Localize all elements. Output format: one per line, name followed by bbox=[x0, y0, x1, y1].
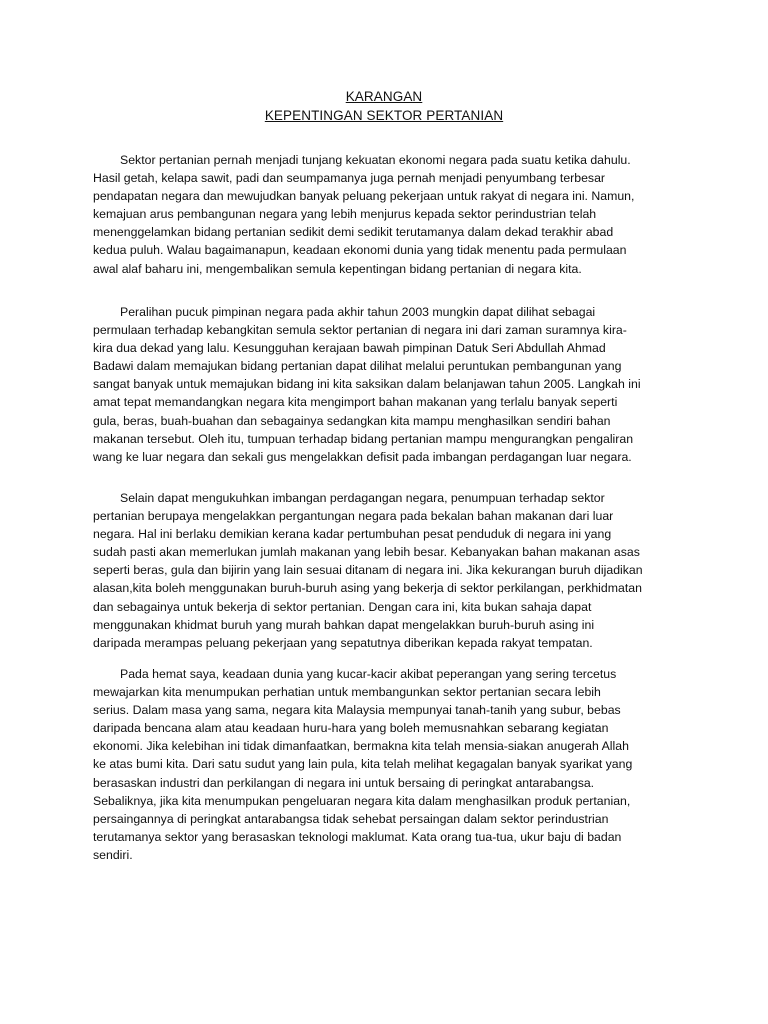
paragraph-line: alasan,kita boleh menggunakan buruh-buruh asing yang bekerja di sektor perkilangan, perkhidmatan bbox=[93, 581, 642, 596]
paragraph-line: daripada bencana alam atau keadaan huru-hara yang boleh memusnahkan sebarang kegiatan bbox=[93, 721, 609, 736]
paragraph-line: Hasil getah, kelapa sawit, padi dan seumpamanya juga pernah menjadi penyumbang terbesar bbox=[93, 171, 606, 186]
paragraph-line: menggunakan khidmat buruh yang murah bahkan dapat mengelakkan buruh-buruh asing ini bbox=[93, 617, 595, 632]
paragraph-line: permulaan terhadap kebangkitan semula sektor pertanian di negara ini dari zaman suramnya kira- bbox=[93, 323, 627, 338]
paragraph-line: awal alaf baharu ini, mengembalikan semula kepentingan bidang pertanian di negara kita. bbox=[93, 261, 582, 276]
paragraph-line: wang ke luar negara dan sekali gus mengelakkan defisit pada imbangan perdagangan luar negara. bbox=[93, 449, 632, 464]
paragraph-4 bbox=[93, 665, 678, 864]
paragraph-line: pendapatan negara dan mewujudkan banyak peluang pekerjaan untuk rakyat di negara ini. Namun, bbox=[93, 189, 635, 204]
paragraph-line: sudah pasti akan memerlukan jumlah makanan yang lebih besar. Kebanyakan bahan makanan asas bbox=[93, 545, 640, 560]
paragraph-line: serius. Dalam masa yang sama, negara kita Malaysia mempunyai tanah-tanih yang subur, bebas bbox=[93, 703, 621, 718]
paragraph-line: Sektor pertanian pernah menjadi tunjang kekuatan ekonomi negara pada suatu ketika dahulu. bbox=[120, 153, 631, 167]
paragraph-line: terutamanya sektor yang berasaskan teknologi maklumat. Kata orang tua-tua, ukur baju di badan bbox=[93, 829, 622, 844]
paragraph-line: berasaskan industri dan perkilangan di negara ini untuk bersaing di peringkat antarabangsa. bbox=[93, 775, 595, 790]
paragraph-line: sendiri. bbox=[93, 847, 133, 862]
paragraph-3 bbox=[93, 489, 678, 652]
paragraph-line: ekonomi. Jika kelebihan ini tidak dimanfaatkan, bermakna kita telah mensia-siakan anugerah Allah bbox=[93, 739, 629, 754]
paragraph-line: kira dua dekad yang lalu. Kesungguhan kerajaan bawah pimpinan Datuk Seri Abdullah Ahmad bbox=[93, 341, 606, 356]
paragraph-line: persaingannya di peringkat antarabangsa tidak sehebat persaingan dalam sektor perindustrian bbox=[93, 811, 609, 826]
paragraph-line: Peralihan pucuk pimpinan negara pada akhir tahun 2003 mungkin dapat dilihat sebagai bbox=[120, 305, 596, 319]
paragraph-line: Badawi dalam memajukan bidang pertanian dapat dilihat melalui peruntukan pembangunan yang bbox=[93, 359, 622, 374]
paragraph-line: pertanian berupaya mengelakkan pergantungan negara pada bekalan bahan makanan dari luar bbox=[93, 509, 614, 524]
paragraph-line: amat tepat memandangkan negara kita mengimport bahan makanan yang terlalu banyak seperti bbox=[93, 395, 618, 410]
paragraph-line: negara. Hal ini berlaku demikian kerana kadar pertumbuhan pesat penduduk di negara ini yang bbox=[93, 527, 612, 542]
paragraph-line: seperti beras, gula dan bijirin yang lain sesuai ditanam di negara ini. Jika kekurangan buruh dijadikan bbox=[93, 563, 643, 578]
paragraph-line: dan sebagainya untuk bekerja di sektor pertanian. Dengan cara ini, kita bukan sahaja dapat bbox=[93, 599, 592, 614]
paragraph-line: gula, beras, buah-buahan dan sebagainya sedangkan kita mampu menghasilkan sendiri bahan bbox=[93, 413, 611, 428]
document-title: KARANGAN bbox=[345, 89, 423, 104]
paragraph-line: Sebaliknya, jika kita menumpukan pengeluaran negara kita dalam menghasilkan produk pertanian, bbox=[93, 793, 631, 808]
paragraph-line: menenggelamkan bidang pertanian sedikit demi sedikit terutamanya dalam dekad terakhir abad bbox=[93, 225, 614, 240]
paragraph-line: Selain dapat mengukuhkan imbangan perdagangan negara, penumpuan terhadap sektor bbox=[120, 491, 605, 505]
paragraph-line: sangat banyak untuk memajukan bidang ini kita saksikan dalam belanjawan tahun 2005. Langkah ini bbox=[93, 377, 641, 392]
paragraph-line: makanan tersebut. Oleh itu, tumpuan terhadap bidang pertanian mampu mengurangkan pengaliran bbox=[93, 431, 634, 446]
document-subtitle: KEPENTINGAN SEKTOR PERTANIAN bbox=[264, 108, 504, 123]
paragraph-line: kemajuan arus pembangunan negara yang lebih menjurus kepada sektor perindustrian telah bbox=[93, 207, 597, 222]
paragraph-line: kedua puluh. Walau bagaimanapun, keadaan ekonomi dunia yang tidak menentu pada permulaan bbox=[93, 243, 627, 258]
paragraph-line: mewajarkan kita menumpukan perhatian untuk membangunkan sektor pertanian secara lebih bbox=[93, 685, 601, 700]
paragraph-2 bbox=[93, 303, 678, 466]
paragraph-line: Pada hemat saya, keadaan dunia yang kucar-kacir akibat peperangan yang sering tercetus bbox=[120, 667, 617, 681]
paragraph-line: daripada merampas peluang pekerjaan yang sepatutnya diberikan kepada rakyat tempatan. bbox=[93, 635, 593, 650]
paragraph-1 bbox=[93, 151, 678, 278]
paragraph-line: ke atas bumi kita. Dari satu sudut yang lain pula, kita telah melihat kegagalan banyak syarikat yang bbox=[93, 757, 633, 772]
